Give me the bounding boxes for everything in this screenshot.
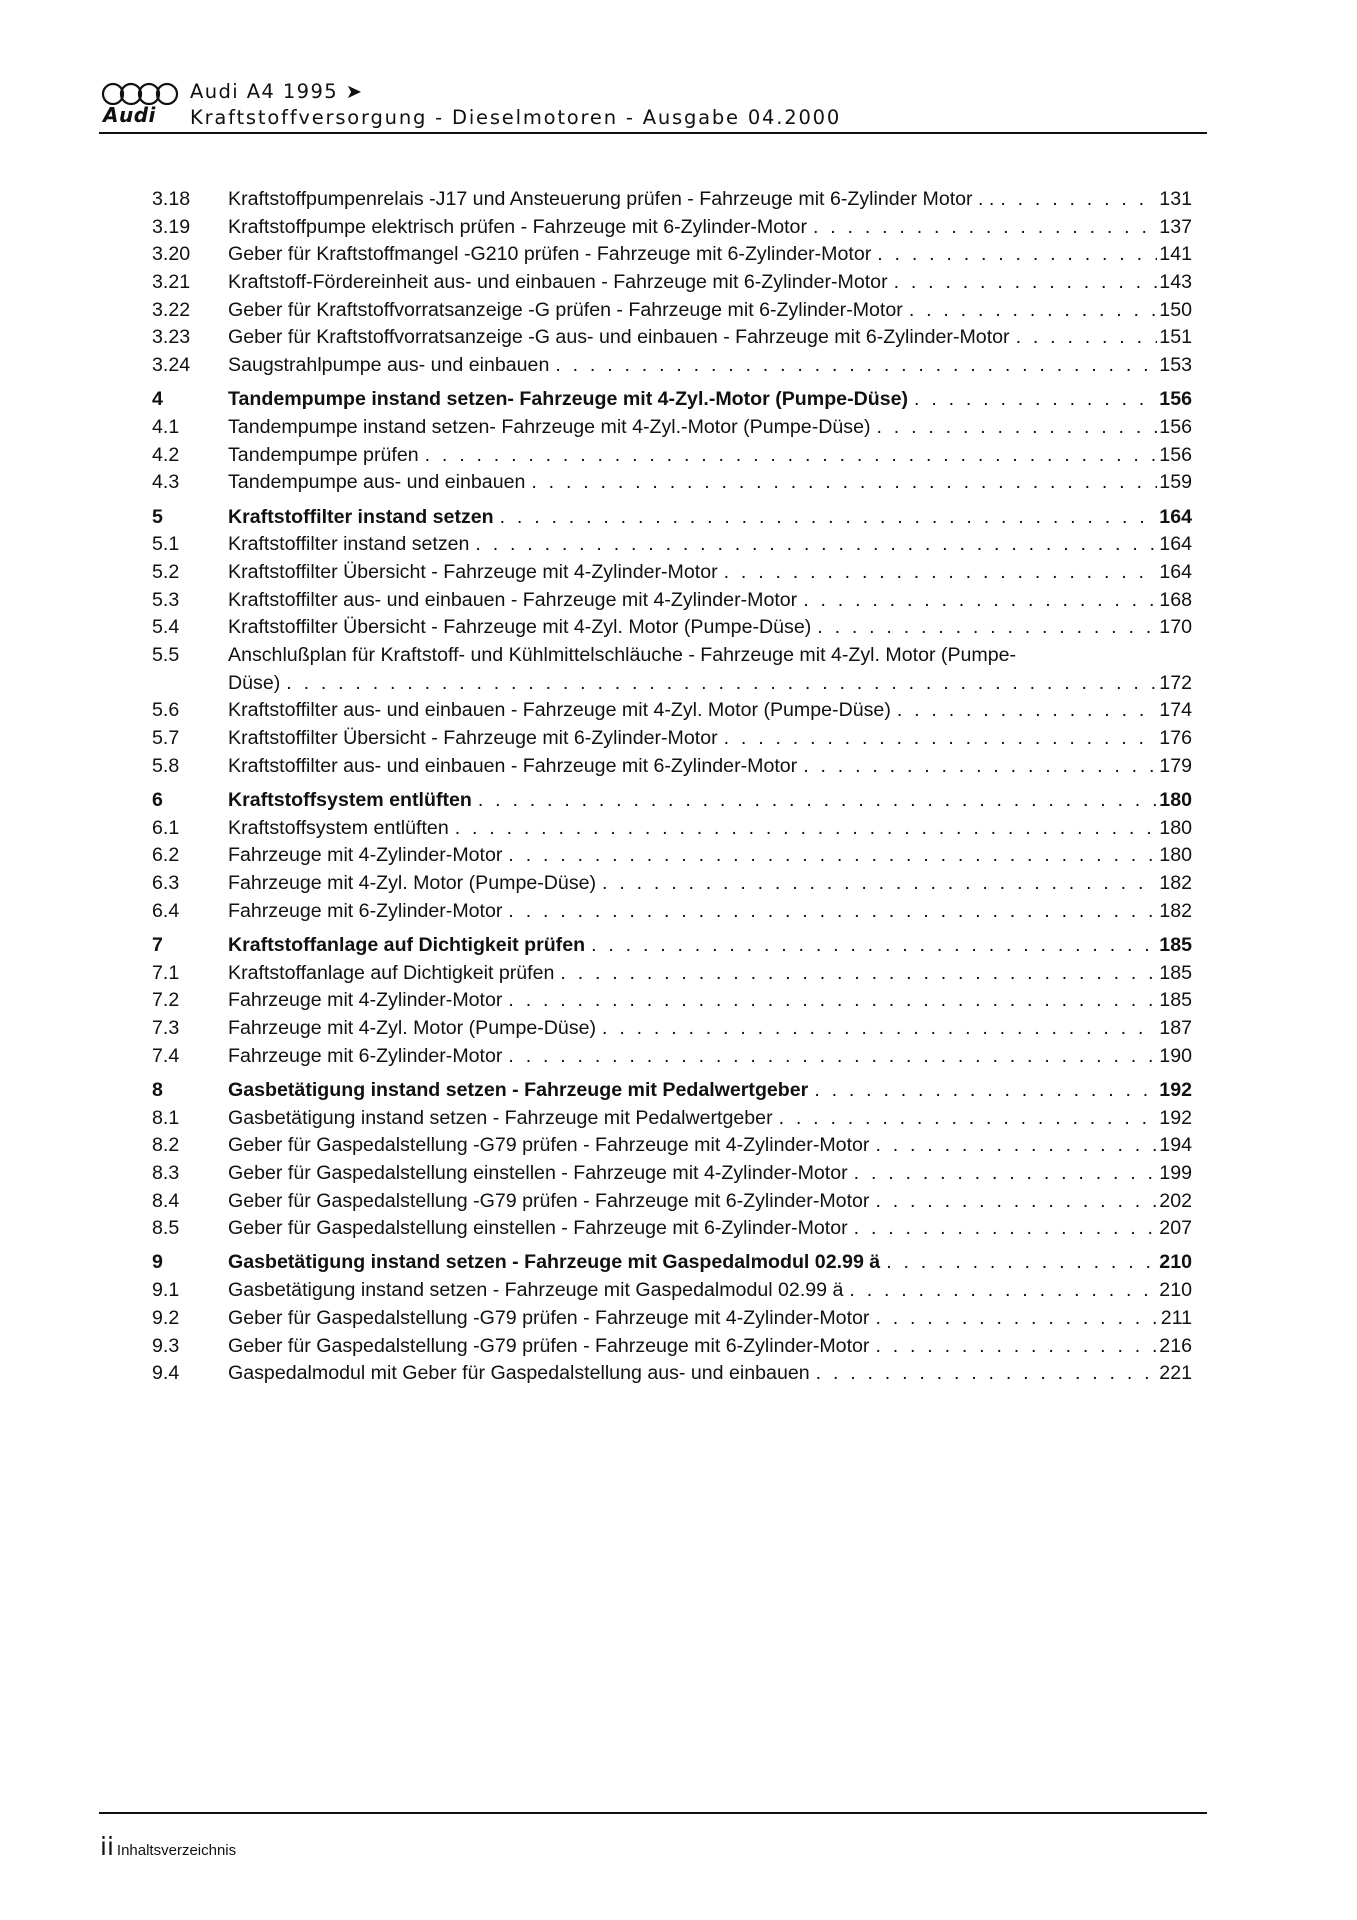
toc-entry-line (228, 1043, 1192, 1071)
toc-entry-page: 151 (1159, 326, 1192, 349)
toc-entry-line (228, 898, 1192, 926)
toc-entry[interactable] (152, 1015, 1192, 1043)
toc-entry-page: 137 (1159, 215, 1192, 238)
dot-leader (555, 352, 1157, 380)
toc-entry-title: Kraftstoffilter aus- und einbauen - Fahrzeuge mit 4-Zylinder-Motor (228, 587, 803, 615)
toc-entry-number: 5.4 (152, 616, 180, 639)
toc-entry-number: 6.2 (152, 844, 180, 867)
toc-entry-page: 159 (1159, 471, 1192, 494)
toc-entry-line (228, 1077, 1192, 1105)
toc-entry-line (228, 815, 1192, 843)
toc-entry[interactable] (152, 870, 1192, 898)
toc-entry[interactable] (152, 697, 1192, 725)
dot-leader (602, 1015, 1157, 1043)
toc-entry-page: 185 (1159, 933, 1192, 956)
toc-entry[interactable] (152, 753, 1192, 781)
dot-leader (816, 1360, 1158, 1388)
toc-entry-title: Saugstrahlpumpe aus- und einbauen (228, 352, 555, 380)
header-divider (99, 132, 1207, 134)
toc-entry-title: Kraftstoffsystem entlüften (228, 815, 455, 843)
toc-entry-number: 7.2 (152, 989, 180, 1012)
toc-entry-line (228, 670, 1192, 698)
toc-entry-number: 9.3 (152, 1334, 180, 1357)
toc-entry-number: 8.2 (152, 1134, 180, 1157)
toc-entry-line (228, 442, 1192, 470)
dot-leader (508, 987, 1157, 1015)
toc-entry-number: 3.18 (152, 188, 191, 210)
toc-entry-number: 3.21 (152, 271, 191, 294)
toc-entry-page: 210 (1159, 1251, 1192, 1274)
toc-entry[interactable] (152, 614, 1192, 642)
toc-entry[interactable] (152, 469, 1192, 497)
toc-entry-title: Kraftstoffilter Übersicht - Fahrzeuge mit 6-Zylinder-Motor (228, 725, 724, 753)
toc-entry-title: Geber für Gaspedalstellung einstellen - Fahrzeuge mit 6-Zylinder-Motor (228, 1215, 854, 1243)
toc-entry-page: 180 (1159, 844, 1192, 867)
toc-entry-number: 5.1 (152, 533, 180, 556)
toc-entry-page: 156 (1159, 416, 1192, 438)
toc-entry-page: 180 (1159, 816, 1192, 839)
toc-entry-number: 4 (152, 388, 163, 411)
toc-entry-title: Geber für Gaspedalstellung -G79 prüfen - Fahrzeuge mit 4-Zylinder-Motor (228, 1305, 875, 1333)
dot-leader (531, 469, 1157, 497)
page-footer (100, 1832, 236, 1861)
toc-entry[interactable] (152, 269, 1192, 297)
toc-entry-number: 8.3 (152, 1161, 180, 1184)
toc-entry-number: 4.3 (152, 471, 180, 494)
toc-entry-page: 164 (1159, 533, 1192, 556)
toc-entry-line (228, 725, 1192, 753)
toc-entry-line (228, 587, 1192, 615)
toc-entry-number: 5.3 (152, 588, 180, 611)
toc-entry-number: 7.3 (152, 1016, 180, 1039)
toc-entry-page: 168 (1159, 588, 1192, 611)
toc-entry-title: Geber für Gaspedalstellung -G79 prüfen - Fahrzeuge mit 6-Zylinder-Motor (228, 1333, 875, 1361)
toc-entry[interactable] (152, 186, 1192, 214)
toc-entry-title: Geber für Kraftstoffvorratsanzeige -G aus- und einbauen - Fahrzeuge mit 6-Zylinder-Motor (228, 324, 1016, 352)
toc-entry-number: 5.5 (152, 644, 180, 666)
toc-entry-line (228, 1188, 1192, 1216)
toc-entry-line (228, 932, 1192, 960)
toc-entry[interactable] (152, 414, 1192, 442)
toc-entry-line (228, 1132, 1192, 1160)
toc-entry-page: 211 (1160, 1306, 1192, 1329)
toc-entry-line (228, 753, 1192, 781)
toc-entry-page: 143 (1159, 271, 1192, 294)
toc-entry-number: 5.2 (152, 560, 180, 583)
toc-entry-page: 153 (1159, 354, 1192, 377)
toc-entry-line (228, 504, 1192, 532)
audi-logo (99, 82, 181, 126)
dot-leader (560, 960, 1157, 988)
toc-entry-number: 9 (152, 1251, 163, 1274)
toc-entry[interactable] (152, 1188, 1192, 1216)
toc-entry-number: 7.4 (152, 1044, 180, 1067)
toc-entry-title: Tandempumpe aus- und einbauen (228, 469, 531, 497)
toc-entry-line (228, 870, 1192, 898)
toc-entry-title: Kraftstoffilter instand setzen (228, 531, 475, 559)
dot-leader (591, 932, 1157, 960)
dot-leader (803, 753, 1157, 781)
toc-entry-line (228, 1249, 1192, 1277)
toc-entry-number: 6.1 (152, 816, 180, 839)
toc-entry-page: 192 (1159, 1078, 1192, 1101)
dot-leader (779, 1105, 1158, 1133)
toc-entry-title: Kraftstoffsystem entlüften (228, 787, 478, 815)
toc-entry-line (228, 842, 1192, 870)
toc-entry-title: Fahrzeuge mit 4-Zylinder-Motor (228, 842, 508, 870)
toc-entry-title-line1: Anschlußplan für Kraftstoff- und Kühlmittelschläuche - Fahrzeuge mit 4-Zyl. Motor (Pumpe- (228, 644, 1017, 666)
toc-entry-page: 192 (1159, 1106, 1192, 1129)
toc-entry-number: 6 (152, 788, 163, 811)
toc-entry[interactable] (152, 442, 1192, 470)
toc-entry-page: 210 (1159, 1279, 1192, 1302)
dot-leader (724, 559, 1158, 587)
dot-leader (817, 614, 1157, 642)
toc-entry-page: 172 (1159, 671, 1192, 694)
toc-entry-line (228, 386, 1192, 414)
toc-entry-page: 202 (1159, 1189, 1192, 1212)
toc-entry-page: 150 (1159, 298, 1192, 321)
toc-chapter-entry[interactable] (152, 386, 1192, 414)
toc-entry-title: Kraftstoffpumpe elektrisch prüfen - Fahrzeuge mit 6-Zylinder-Motor (228, 214, 813, 242)
toc-entry-line (228, 960, 1192, 988)
toc-entry-line (228, 559, 1192, 587)
dot-leader (875, 1188, 1157, 1216)
toc-entry-line (228, 297, 1192, 325)
dot-leader (877, 241, 1157, 269)
audi-wordmark: Audi (103, 103, 156, 127)
toc-entry-number: 9.4 (152, 1362, 180, 1385)
toc-entry-title: Tandempumpe prüfen (228, 442, 425, 470)
toc-entry-number: 9.1 (152, 1279, 180, 1302)
toc-entry-page: 194 (1159, 1134, 1192, 1157)
toc-entry-page: 174 (1159, 699, 1192, 722)
toc-entry-number: 7 (152, 933, 163, 956)
toc-entry-page: 207 (1159, 1217, 1192, 1240)
dot-leader (897, 697, 1157, 725)
dot-leader (724, 725, 1158, 753)
toc-entry-number: 5.6 (152, 699, 180, 722)
toc-entry-line (228, 1015, 1192, 1043)
table-of-contents (152, 186, 1192, 1388)
header-manual-title: Kraftstoffversorgung - Dieselmotoren - Ausgabe 04.2000 (190, 106, 842, 129)
page-header (99, 76, 1207, 136)
page-number: ii (100, 1832, 114, 1861)
toc-entry-page: 190 (1159, 1044, 1192, 1067)
toc-entry-page: 141 (1159, 243, 1192, 266)
toc-entry-number: 4.2 (152, 443, 180, 466)
toc-chapter-entry[interactable] (152, 932, 1192, 960)
toc-entry-page: 185 (1159, 989, 1192, 1012)
toc-entry-line (228, 987, 1192, 1015)
toc-entry-page: 164 (1159, 505, 1192, 528)
dot-leader (875, 1132, 1157, 1160)
dot-leader (875, 1333, 1157, 1361)
toc-entry[interactable] (152, 842, 1192, 870)
toc-entry[interactable] (152, 214, 1192, 242)
toc-chapter-entry[interactable] (152, 1249, 1192, 1277)
toc-entry-title: Geber für Kraftstoffmangel -G210 prüfen - Fahrzeuge mit 6-Zylinder-Motor (228, 241, 877, 269)
toc-chapter-entry[interactable] (152, 1077, 1192, 1105)
dot-leader (849, 1277, 1157, 1305)
footer-divider (99, 1812, 1207, 1814)
toc-entry-line (228, 214, 1192, 242)
toc-entry[interactable] (152, 324, 1192, 352)
toc-entry-page: 199 (1159, 1161, 1192, 1184)
dot-leader (508, 898, 1157, 926)
toc-entry-page: 170 (1159, 616, 1192, 639)
toc-entry-title: Tandempumpe instand setzen- Fahrzeuge mit 4-Zyl.-Motor (Pumpe-Düse) (228, 414, 877, 442)
toc-entry[interactable] (152, 1333, 1192, 1361)
toc-entry-title: Fahrzeuge mit 4-Zyl. Motor (Pumpe-Düse) (228, 870, 602, 898)
toc-entry[interactable] (152, 987, 1192, 1015)
toc-entry-line (228, 414, 1192, 442)
toc-entry[interactable] (152, 815, 1192, 843)
toc-entry-page: 187 (1159, 1016, 1192, 1039)
dot-leader (894, 269, 1158, 297)
toc-entry-number: 8 (152, 1078, 163, 1101)
toc-entry[interactable] (152, 1043, 1192, 1071)
toc-entry-title: Kraftstoffilter Übersicht - Fahrzeuge mit 4-Zylinder-Motor (228, 559, 724, 587)
toc-entry-page: 164 (1159, 560, 1192, 583)
toc-entry-page: 185 (1159, 961, 1192, 984)
toc-entry-number: 3.20 (152, 243, 191, 266)
toc-entry[interactable] (152, 241, 1192, 269)
toc-entry[interactable] (152, 642, 1192, 697)
dot-leader (877, 414, 1158, 442)
toc-entry-line (228, 269, 1192, 297)
toc-entry-title: Tandempumpe instand setzen- Fahrzeuge mit 4-Zyl.-Motor (Pumpe-Düse) (228, 386, 914, 414)
toc-entry-title: Kraftstoffpumpenrelais -J17 und Ansteuerung prüfen - Fahrzeuge mit 6-Zylinder Motor . . (228, 186, 1000, 214)
toc-entry-title: Kraftstoff-Fördereinheit aus- und einbauen - Fahrzeuge mit 6-Zylinder-Motor (228, 269, 894, 297)
toc-entry-line (228, 352, 1192, 380)
toc-entry[interactable] (152, 531, 1192, 559)
toc-chapter-entry[interactable] (152, 504, 1192, 532)
header-model-title: Audi A4 1995 ➤ (190, 80, 364, 103)
toc-entry-title: Fahrzeuge mit 4-Zyl. Motor (Pumpe-Düse) (228, 1015, 602, 1043)
toc-entry-number: 6.4 (152, 899, 180, 922)
toc-entry[interactable] (152, 898, 1192, 926)
toc-entry-title: Geber für Kraftstoffvorratsanzeige -G prüfen - Fahrzeuge mit 6-Zylinder-Motor (228, 297, 909, 325)
toc-entry-line (228, 1105, 1192, 1133)
toc-entry-line (228, 186, 1192, 214)
toc-entry-title: Geber für Gaspedalstellung einstellen - Fahrzeuge mit 4-Zylinder-Motor (228, 1160, 854, 1188)
toc-entry[interactable] (152, 352, 1192, 380)
dot-leader (1000, 186, 1157, 214)
toc-entry-title: Kraftstoffanlage auf Dichtigkeit prüfen (228, 960, 560, 988)
toc-entry-number: 9.2 (152, 1306, 180, 1329)
toc-entry-page: 182 (1159, 872, 1192, 895)
toc-entry-number: 8.5 (152, 1217, 180, 1240)
toc-entry-line (228, 1360, 1192, 1388)
dot-leader (854, 1160, 1158, 1188)
toc-entry-line (228, 1305, 1192, 1333)
toc-entry-page: 176 (1159, 727, 1192, 750)
toc-entry-page: 221 (1159, 1362, 1192, 1385)
toc-entry-title: Kraftstoffilter Übersicht - Fahrzeuge mit 4-Zyl. Motor (Pumpe-Düse) (228, 614, 817, 642)
dot-leader (475, 531, 1157, 559)
dot-leader (455, 815, 1158, 843)
dot-leader (914, 386, 1157, 414)
toc-entry-page: 156 (1159, 388, 1192, 411)
toc-entry-title: Kraftstoffanlage auf Dichtigkeit prüfen (228, 932, 591, 960)
toc-entry-page: 156 (1159, 443, 1192, 466)
toc-entry[interactable] (152, 1215, 1192, 1243)
dot-leader (508, 842, 1157, 870)
toc-entry-title: Kraftstoffilter instand setzen (228, 504, 500, 532)
toc-entry-line (228, 1333, 1192, 1361)
dot-leader (814, 1077, 1157, 1105)
toc-entry[interactable] (152, 1132, 1192, 1160)
toc-entry-title: Gaspedalmodul mit Geber für Gaspedalstellung aus- und einbauen (228, 1360, 816, 1388)
dot-leader (425, 442, 1158, 470)
toc-entry-number: 5.7 (152, 727, 180, 750)
toc-chapter-entry[interactable] (152, 787, 1192, 815)
toc-entry-number: 8.1 (152, 1106, 180, 1129)
toc-entry-page: 180 (1159, 788, 1192, 811)
toc-entry[interactable] (152, 1360, 1192, 1388)
toc-entry-title: Gasbetätigung instand setzen - Fahrzeuge mit Pedalwertgeber (228, 1077, 814, 1105)
toc-entry-line (228, 531, 1192, 559)
dot-leader (803, 587, 1157, 615)
dot-leader (875, 1305, 1158, 1333)
dot-leader (602, 870, 1157, 898)
toc-entry-number: 3.22 (152, 298, 191, 321)
toc-entry-title: Geber für Gaspedalstellung -G79 prüfen - Fahrzeuge mit 4-Zylinder-Motor (228, 1132, 875, 1160)
toc-entry-title: Düse) (228, 670, 286, 698)
toc-entry[interactable] (152, 1105, 1192, 1133)
toc-entry-page: 182 (1159, 899, 1192, 922)
toc-entry-page: 216 (1159, 1334, 1192, 1357)
toc-entry-line (228, 469, 1192, 497)
toc-entry[interactable] (152, 960, 1192, 988)
toc-entry-line (228, 697, 1192, 725)
toc-entry-line (228, 324, 1192, 352)
dot-leader (909, 297, 1157, 325)
dot-leader (508, 1043, 1157, 1071)
toc-entry-number: 6.3 (152, 872, 180, 895)
toc-entry-number: 7.1 (152, 961, 180, 984)
dot-leader (500, 504, 1158, 532)
toc-entry-line (228, 1277, 1192, 1305)
toc-entry[interactable] (152, 1305, 1192, 1333)
dot-leader (886, 1249, 1157, 1277)
toc-entry-number: 3.19 (152, 215, 191, 238)
toc-entry[interactable] (152, 725, 1192, 753)
toc-entry-number: 8.4 (152, 1189, 180, 1212)
dot-leader (478, 787, 1157, 815)
toc-entry-line (228, 241, 1192, 269)
toc-entry-title: Kraftstoffilter aus- und einbauen - Fahrzeuge mit 6-Zylinder-Motor (228, 753, 803, 781)
toc-entry-number: 3.24 (152, 354, 191, 377)
toc-entry-title: Kraftstoffilter aus- und einbauen - Fahrzeuge mit 4-Zyl. Motor (Pumpe-Düse) (228, 697, 897, 725)
dot-leader (286, 670, 1157, 698)
toc-entry-line (228, 1160, 1192, 1188)
toc-entry-number: 5.8 (152, 754, 180, 777)
dot-leader (813, 214, 1157, 242)
toc-entry-line (228, 614, 1192, 642)
toc-entry[interactable] (152, 587, 1192, 615)
dot-leader (1016, 324, 1158, 352)
toc-entry[interactable] (152, 559, 1192, 587)
footer-label: Inhaltsverzeichnis (116, 1842, 237, 1859)
toc-entry[interactable] (152, 297, 1192, 325)
toc-entry-number: 5 (152, 505, 163, 528)
toc-entry-number: 4.1 (152, 416, 180, 438)
toc-entry[interactable] (152, 1160, 1192, 1188)
toc-entry[interactable] (152, 1277, 1192, 1305)
toc-entry-title: Gasbetätigung instand setzen - Fahrzeuge mit Gaspedalmodul 02.99 ä (228, 1277, 849, 1305)
toc-entry-page: 131 (1159, 188, 1192, 210)
toc-entry-title: Geber für Gaspedalstellung -G79 prüfen - Fahrzeuge mit 6-Zylinder-Motor (228, 1188, 875, 1216)
toc-entry-line (228, 787, 1192, 815)
toc-entry-title: Gasbetätigung instand setzen - Fahrzeuge mit Pedalwertgeber (228, 1105, 779, 1133)
toc-entry-title: Fahrzeuge mit 6-Zylinder-Motor (228, 1043, 508, 1071)
dot-leader (854, 1215, 1158, 1243)
toc-entry-line (228, 1215, 1192, 1243)
toc-entry-number: 3.23 (152, 326, 191, 349)
toc-entry-page: 179 (1159, 754, 1192, 777)
toc-entry-title: Gasbetätigung instand setzen - Fahrzeuge mit Gaspedalmodul 02.99 ä (228, 1249, 886, 1277)
toc-entry-title: Fahrzeuge mit 6-Zylinder-Motor (228, 898, 508, 926)
toc-entry-title: Fahrzeuge mit 4-Zylinder-Motor (228, 987, 508, 1015)
